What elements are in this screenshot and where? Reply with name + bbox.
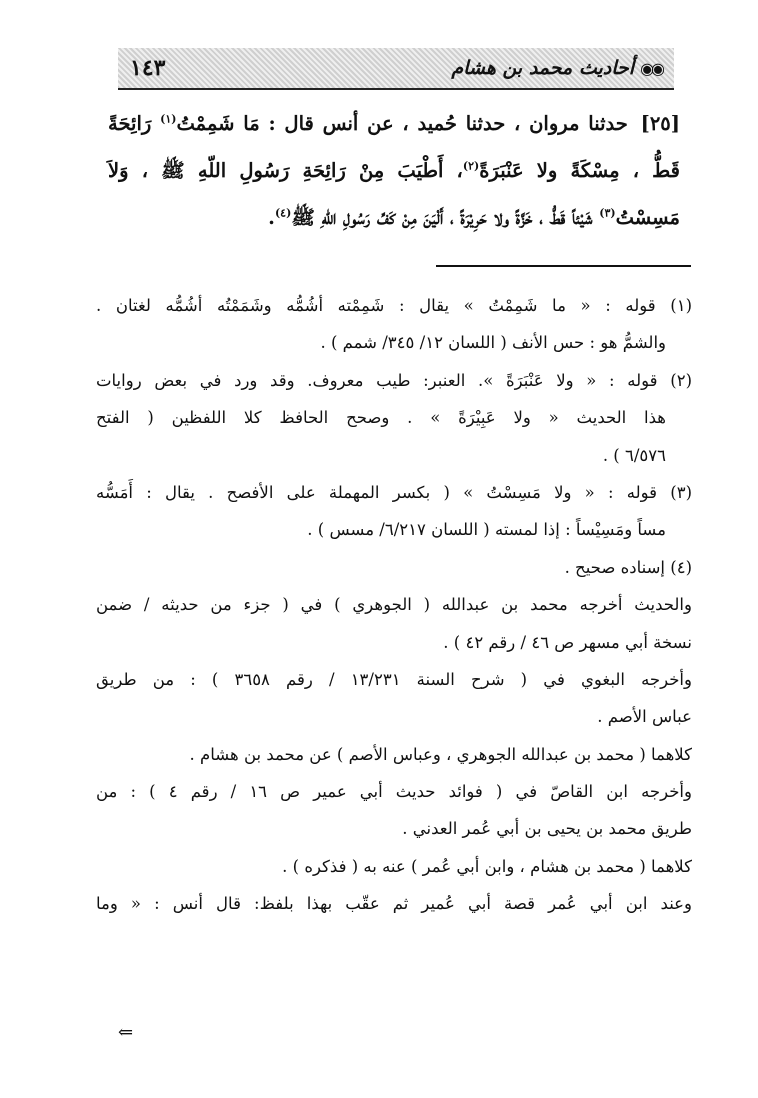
footnote-separator: [436, 265, 691, 267]
footnote-line: (٤) إسناده صحيح .: [564, 557, 692, 577]
footnotes: [96, 287, 692, 923]
page-header: [118, 48, 674, 90]
footnote-line: هذا الحديث « ولا عَبِيْرَةً » . وصحح الحافظ كلا اللفظين ( الفتح: [96, 408, 666, 428]
page-turn-arrow-icon: ⇐: [118, 1022, 134, 1043]
footnote-line: ٦/٥٧٦ ) .: [602, 445, 666, 465]
footnote-line: والحديث أخرجه محمد بن عبدالله ( الجوهري ) في ( جزء من حديثه / ضمن: [96, 595, 692, 615]
footnote-line: (١) قوله : « ما شَمِمْتُ » يقال : شَمِمْته أشُمُّه وشَمَمْتُه أشُمُّه لغتان .: [96, 296, 692, 315]
footnote-ref: (٣): [599, 206, 616, 220]
running-title-text: أحاديث محمد بن هشام: [451, 57, 635, 79]
footnote-line: وأخرجه البغوي في ( شرح السنة ١٣/٢٣١ / رقم ٣٦٥٨ ) : من طريق: [96, 669, 692, 689]
page-number: ١٤٣: [130, 55, 166, 81]
hadith-line: شَيْئاً قَطُّ ، خَزَّةً ولا حَرِيْرَةً ، أَلْيَنَ مِنْ كَفِّ رَسُولِ اللّهِ ﷺ: [291, 206, 593, 229]
footnote-line: والشمُّ هو : حس الأنف ( اللسان ١٢/ ٣٤٥/ شمم ) .: [320, 333, 666, 353]
footnote-line: (٢) قوله : « ولا عَنْبَرَةً ». العنبر: طيب معروف. وقد ورد في بعض روايات: [96, 370, 692, 390]
footnote-line: كلاهما ( محمد بن هشام ، وابن أبي عُمر ) عنه به ( فذكره ) .: [282, 856, 692, 876]
ornament-icon: ◉◉: [640, 58, 662, 78]
hadith-line: رَائِحَةً قَطُّ ، مِسْكَةً ولا عَنْبَرَةً: [108, 112, 680, 182]
hadith-line: حدثنا مروان ، حدثنا حُميد ، عن أنس قال : مَا شَمِمْتُ: [176, 112, 628, 135]
hadith-line: ، أَطْيَبَ مِنْ رَائِحَةِ رَسُولِ اللّهِ ﷺ ، وَلاَ: [108, 159, 463, 182]
footnote-line: وأخرجه ابن القاصّ في ( فوائد حديث أبي عمير ص ١٦ / رقم ٤ ) : من: [96, 782, 692, 802]
footnote-ref: (٢): [462, 159, 480, 173]
footnote-line: عباس الأصم .: [597, 707, 692, 727]
footnote-ref: (١): [160, 112, 177, 126]
footnote-line: كلاهما ( محمد بن عبدالله الجوهري ، وعباس الأصم ) عن محمد بن هشام .: [189, 744, 692, 764]
hadith-text: [108, 100, 680, 241]
hadith-end: .: [268, 206, 275, 229]
hadith-line: مَسِسْتُ: [615, 206, 680, 229]
footnote-ref: (٤): [274, 206, 292, 220]
running-title: [451, 57, 662, 79]
footnote-line: نسخة أبي مسهر ص ٤٦ / رقم ٤٢ ) .: [443, 632, 692, 652]
footnote-line: (٣) قوله : « ولا مَسِسْتُ » ( بكسر المهملة على الأفصح . يقال : أَمَسُّه: [96, 482, 692, 502]
hadith-number: [٢٥]: [640, 112, 681, 135]
footnote-line: وعند ابن أبي عُمر قصة أبي عُمير ثم عقّب بهذا بلفظ: قال أنس : « وما: [96, 894, 692, 914]
footnote-line: طريق محمد بن يحيى بن أبي عُمر العدني .: [402, 819, 692, 839]
footnote-line: مساً ومَسِيْساً : إذا لمسته ( اللسان ٦/٢١٧/ مسس ) .: [307, 520, 666, 540]
